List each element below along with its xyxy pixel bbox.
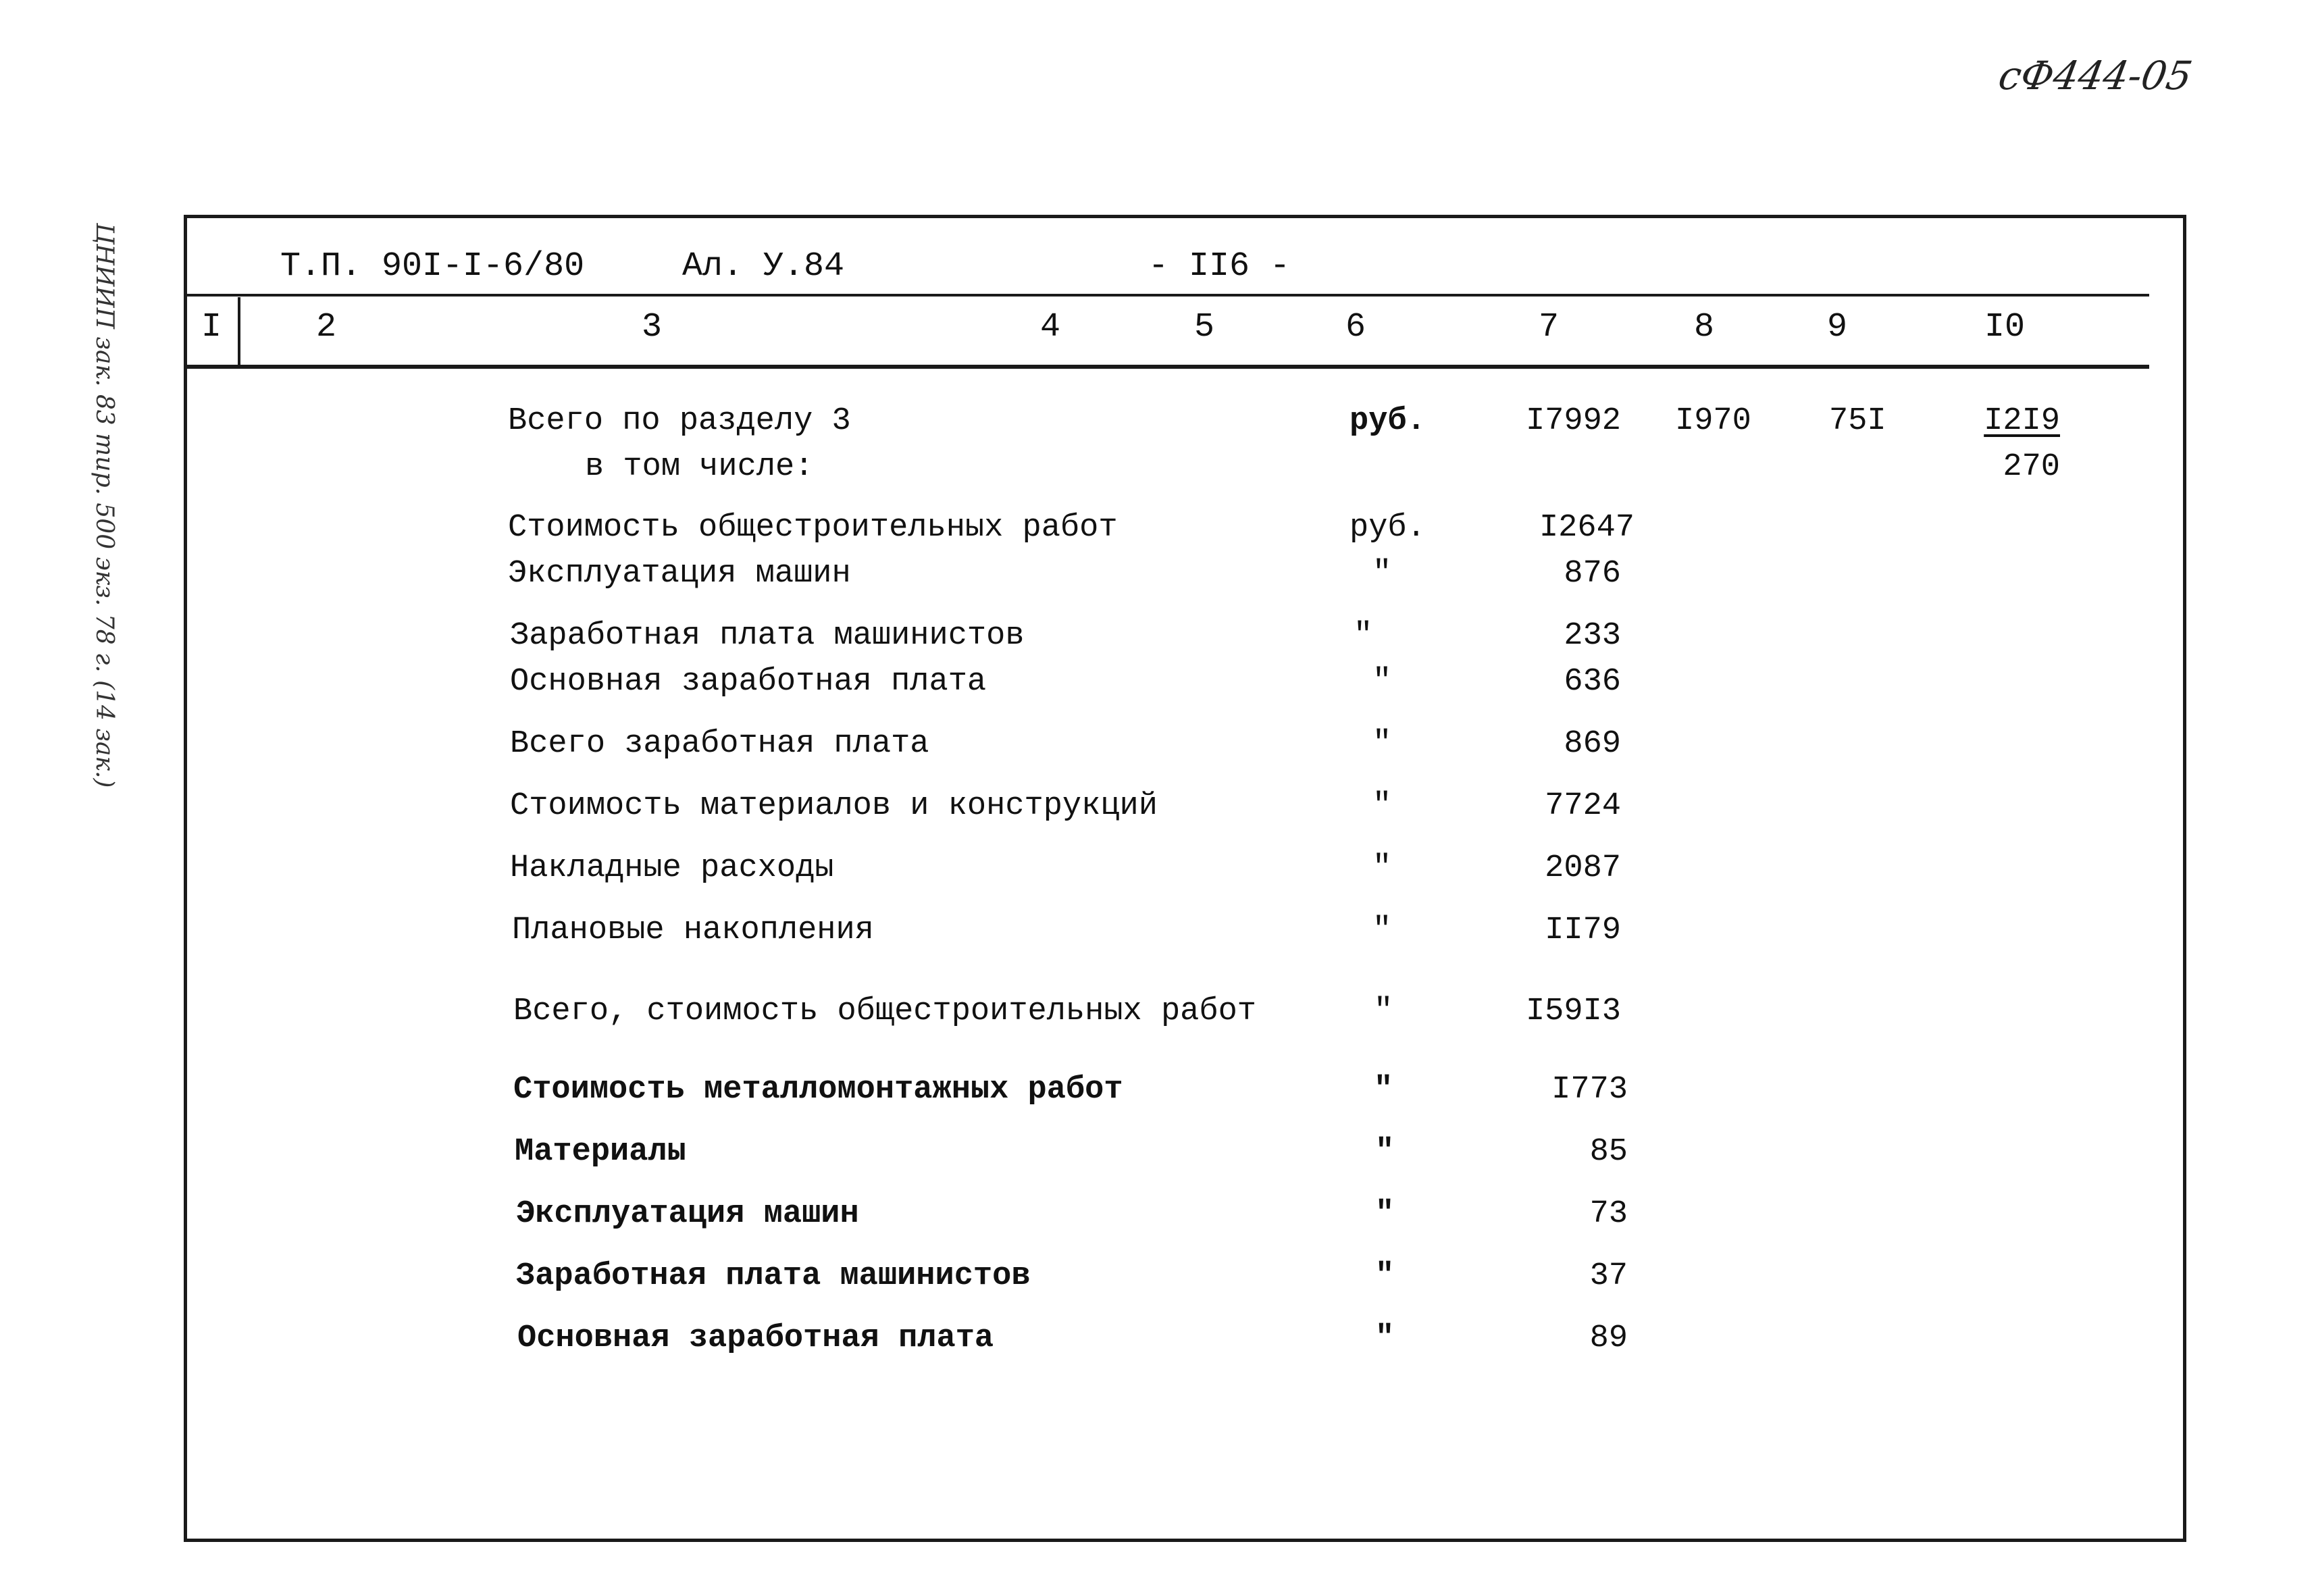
row-value-col7: 37 [1589,1258,1628,1294]
row-name: Эксплуатация машин [516,1196,859,1232]
row-value-col7: 89 [1589,1320,1628,1356]
row-name: Материалы [515,1134,686,1170]
row-unit: " [1372,664,1392,700]
row-value-col8: I970 [1675,403,1751,439]
row-value-col7: I7992 [1525,403,1621,439]
row-name: Основная заработная плата [510,664,987,700]
row-name: Накладные расходы [510,850,834,886]
column-number: I0 [1984,308,2026,346]
row-value-col7: II79 [1545,912,1621,948]
row-value-col9: 75I [1829,403,1886,439]
row-unit: руб. [1349,510,1426,546]
column-number: 6 [1345,308,1366,346]
row-name: Стоимость общестроительных работ [508,510,1118,546]
column-number: 9 [1827,308,1848,346]
row-unit: " [1375,1320,1395,1356]
row-value-col10-numerator: I2I9 [1984,403,2060,439]
row-name: Заработная плата машинистов [516,1258,1031,1294]
row-value-col7: 876 [1564,556,1621,592]
row-unit: " [1374,994,1393,1029]
column-1-separator [238,297,240,365]
row-value-col10-denominator: 270 [2003,449,2060,485]
column-number: 7 [1539,308,1560,346]
row-unit: " [1372,788,1392,824]
album-number: Ал. У.84 [682,247,845,286]
row-value-col7: 636 [1564,664,1621,700]
row-unit: " [1354,618,1373,654]
column-number: 3 [642,308,663,346]
column-number: I [201,308,222,346]
row-name: Стоимость металломонтажных работ [513,1072,1123,1108]
row-value-col7: 85 [1589,1134,1628,1170]
document-code-handwritten: сФ444-05 [1995,53,2196,99]
row-unit: " [1372,912,1392,948]
row-unit: " [1375,1196,1395,1232]
row-name: Плановые накопления [512,912,874,948]
row-unit: " [1372,556,1392,592]
column-number: 8 [1694,308,1715,346]
row-name: Всего по разделу 3 [508,403,851,439]
row-value-col7: 233 [1564,618,1621,654]
row-unit: " [1375,1134,1395,1170]
project-number: Т.П. 90I-I-6/80 [280,247,585,286]
row-name: в том числе: [585,449,814,485]
row-unit: " [1375,1258,1395,1294]
row-value-col7: I2647 [1539,510,1635,546]
row-unit: " [1374,1072,1393,1108]
row-unit: " [1372,726,1392,762]
column-number: 5 [1194,308,1215,346]
row-name: Стоимость материалов и конструкций [510,788,1158,824]
header-divider [187,294,2149,297]
side-print-note: ЦНИИП зак. 83 тир. 500 экз. 78 г. (14 зак.) [91,223,118,788]
column-number: 4 [1040,308,1061,346]
row-name: Всего заработная плата [510,726,929,762]
row-value-col7: 2087 [1545,850,1621,886]
row-value-col7: 73 [1589,1196,1628,1232]
page-number: - II6 - [1148,247,1291,286]
row-unit: руб. [1349,403,1426,439]
row-value-col7: 7724 [1545,788,1621,824]
row-value-col7: 869 [1564,726,1621,762]
row-name: Основная заработная плата [517,1320,994,1356]
row-name: Всего, стоимость общестроительных работ [513,994,1256,1029]
column-number: 2 [316,308,337,346]
row-name: Заработная плата машинистов [510,618,1025,654]
row-name: Эксплуатация машин [508,556,851,592]
column-numbers-divider [187,365,2149,369]
row-value-col7: I59I3 [1525,994,1621,1029]
row-unit: " [1372,850,1392,886]
row-value-col7: I773 [1551,1072,1628,1108]
